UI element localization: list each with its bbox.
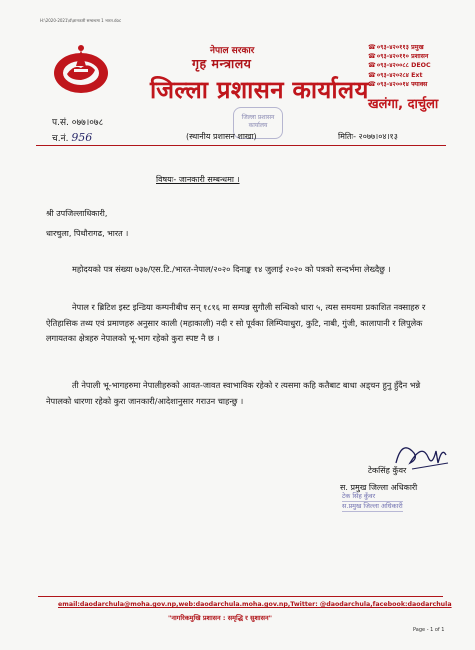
phone-contact: ☎ ०९३-४२०११३ प्रमुख <box>368 43 431 52</box>
file-path: H:\2020-2021\d\ज्ञानकारी सम्बन्धमा 1 भारत.doc <box>40 18 122 23</box>
signatory-title: स. प्रमुख जिल्ला अधिकारी <box>340 483 418 492</box>
letter-subject: विषयः- जानकारी सम्बन्धमा । <box>156 175 240 184</box>
nepal-emblem-icon <box>50 40 112 98</box>
footer-divider <box>38 596 443 597</box>
recipient-line-1: श्री उपजिल्लाधिकारी, <box>46 209 108 218</box>
stamp-name: टेक सिंह कुँवर <box>342 492 403 502</box>
ministry-name: गृह मन्त्रालय <box>192 56 252 71</box>
header-divider <box>36 145 446 146</box>
signatory-name: टेकसिंह कुँवर <box>368 466 407 475</box>
letter-date: मितिः- २०७७।०४।१३ <box>338 132 398 141</box>
signature-stamp <box>342 492 403 512</box>
chalani-value: 956 <box>71 131 93 144</box>
body-paragraph-2: नेपाल र ब्रिटिश इस्ट इन्डिया कम्पनीबीच सन् १८१६ मा सम्पन्न सुगौली सन्धिको धारा ५, त्यस समयमा प्रकाशित नक्साहरु र ऐतिहासिक तथ्य एवं प्रमाणहरु अनुसार काली (महाकाली) नदी र सो पूर्वका लिम्पियाधुरा, कुटि, नाबी, गुंजी, कालापानी र लिपुलेक लगायतका क्षेत्रहरु नेपालको भू-भाग रहेको कुरा स्पष्ट नै छ । <box>46 302 426 343</box>
phone-contact: ☎ ०९३-४२००८८ DEOC <box>368 61 431 70</box>
body-paragraph-3: ती नेपाली भू-भागहरुमा नेपालीहरुको आवत-जावत स्वाभाविक रहेको र त्यसमा कहि कतैबाट बाधा अड्चन हुनु हुँदैन भन्ने नेपालको धारणा रहेको कुरा जानकारी/आदेशानुसार गराउन चाहन्छु । <box>46 380 421 406</box>
chalani-label: च.नं. <box>52 134 69 144</box>
phone-contacts <box>368 43 431 89</box>
chalani-number <box>52 131 92 144</box>
government-name: नेपाल सरकार <box>210 46 255 56</box>
body-paragraph-1: महोदयको पत्र संख्या ७३७/एस.टि./भारत-नेपाल/२०२० दिनाङ्क १४ जुलाई २०२० को पत्रको सन्दर्भमा लेख्दैछु । <box>72 264 391 274</box>
office-location: खलंगा, दार्चुला <box>368 97 439 112</box>
section-name: (स्थानीय प्रशासन शाखा) <box>186 132 257 141</box>
footer-motto: "नागरिकमुखि प्रशासन : समृद्धि र सुशासन" <box>168 614 272 622</box>
phone-contact: ☎ ०९३-४२०११० प्रशासन <box>368 52 431 61</box>
office-name: जिल्ला प्रशासन कार्यालय <box>150 76 369 104</box>
phone-contact: ☎ ०९३-४२००१४ फ्याक्स <box>368 80 431 89</box>
footer-contact <box>58 601 452 608</box>
office-stamp: जिल्ला प्रशासन कार्यालय <box>233 107 283 139</box>
phone-contact: ☎ ०९३-४२०२८४ Ext <box>368 71 431 80</box>
footer-contact-text: email:daodarchula@moha.gov.np,web:daodarchula.moha.gov.np,Twitter: @daodarchula,facebook:daodarchula <box>58 601 452 608</box>
recipient-line-2: धारचुला, पिथौरागढ, भारत । <box>46 229 129 238</box>
patra-sankhya: प.सं. ०७७।०७८ <box>52 118 104 128</box>
page-number: Page - 1 of 1 <box>413 627 445 633</box>
stamp-title: स.प्रमुख जिल्ला अधिकारी <box>342 502 403 510</box>
